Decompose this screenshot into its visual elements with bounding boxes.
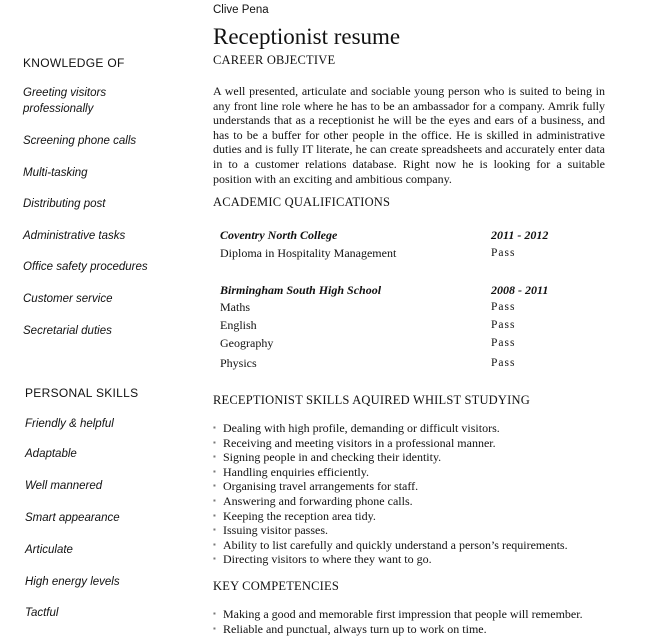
bullet-icon: ▪ — [213, 466, 216, 476]
academic-heading: ACADEMIC QUALIFICATIONS — [213, 195, 391, 209]
bullet-icon: ▪ — [213, 554, 216, 564]
list-item: ▪ Answering and forwarding phone calls. — [213, 493, 413, 508]
college-years: 2011 - 2012 — [491, 228, 549, 242]
knowledge-item: Distributing post — [23, 198, 106, 210]
competencies-list — [213, 607, 583, 636]
qualification-result: Pass — [491, 319, 516, 331]
knowledge-item: Office safety procedures — [23, 261, 148, 273]
qualification-subject: English — [220, 318, 257, 332]
qualification-result: Pass — [491, 301, 516, 313]
page-title: Receptionist resume — [213, 24, 401, 49]
list-item: ▪ Dealing with high profile, demanding or difficult visitors. — [213, 421, 500, 435]
skills-studying-list — [213, 421, 568, 567]
personal-skills-heading: PERSONAL SKILLS — [25, 386, 139, 400]
bullet-icon: ▪ — [213, 423, 216, 432]
career-objective-text: A well presented, articulate and sociable young person who is suited to being in any front line role where he has to be an ambassador for a company. Amrik fully understands that as a receptionist he will be the eyes and ears of a business, and has to be a buffer for other people in the office. He is skilled in administrative duties and is fully IT literate, he can create spreadsheets and accurately enter data in to a customer relations database. Right now he is looking for a suitable position with an exciting and ambitious company. — [213, 84, 605, 186]
list-item: ▪ Handling enquiries efficiently. — [213, 464, 369, 479]
list-item: ▪ Reliable and punctual, always turn up to work on time. — [213, 621, 487, 636]
list-item: ▪ Keeping the reception area tidy. — [213, 508, 376, 523]
knowledge-item-greeting — [23, 85, 106, 117]
bullet-icon: ▪ — [213, 437, 216, 447]
qualification-subject: Maths — [220, 300, 250, 314]
college-name: Coventry North College — [220, 228, 338, 242]
bullet-icon: ▪ — [213, 525, 216, 535]
list-item: ▪ Ability to list carefully and quickly understand a person’s requirements. — [213, 537, 568, 552]
bullet-icon: ▪ — [213, 609, 216, 618]
knowledge-item: Screening phone calls — [23, 135, 137, 147]
bullet-icon: ▪ — [213, 539, 216, 549]
qualification-subject: Geography — [220, 336, 274, 350]
personal-skill-item: Well mannered — [25, 480, 103, 492]
personal-skill-item: Articulate — [25, 544, 73, 556]
qualification-subject: Diploma in Hospitality Management — [220, 246, 397, 260]
bullet-icon: ▪ — [213, 481, 216, 491]
knowledge-item: Secretarial duties — [23, 325, 112, 337]
knowledge-item: Multi-tasking — [23, 167, 88, 179]
personal-skill-item: High energy levels — [25, 576, 120, 588]
personal-skill-item: Friendly & helpful — [25, 418, 114, 430]
list-item: ▪ Issuing visitor passes. — [213, 523, 328, 538]
knowledge-item: Administrative tasks — [23, 230, 126, 242]
bullet-icon: ▪ — [213, 495, 216, 505]
personal-skill-item: Smart appearance — [25, 512, 120, 524]
school-name: Birmingham South High School — [220, 283, 382, 297]
knowledge-item-greeting-line2: professionally — [23, 103, 94, 115]
qualification-result: Pass — [491, 247, 516, 259]
knowledge-heading: KNOWLEDGE OF — [23, 56, 125, 70]
list-item: ▪ Signing people in and checking their identity. — [213, 450, 442, 465]
personal-skill-item: Tactful — [25, 607, 59, 619]
bullet-icon: ▪ — [213, 623, 216, 633]
bullet-icon: ▪ — [213, 510, 216, 520]
qualification-result: Pass — [491, 337, 516, 349]
list-item: ▪ Directing visitors to where they want to go. — [213, 552, 432, 567]
author-name: Clive Pena — [213, 4, 269, 16]
knowledge-item-greeting-line1: Greeting visitors — [23, 87, 107, 99]
qualification-result: Pass — [491, 357, 516, 369]
personal-skill-item: Adaptable — [25, 448, 77, 460]
bullet-icon: ▪ — [213, 452, 216, 462]
school-years: 2008 - 2011 — [491, 283, 549, 297]
competencies-heading: KEY COMPETENCIES — [213, 579, 340, 593]
list-item: ▪ Receiving and meeting visitors in a professional manner. — [213, 435, 496, 450]
skills-studying-heading: RECEPTIONIST SKILLS AQUIRED WHILST STUDYING — [213, 393, 530, 407]
list-item: ▪ Organising travel arrangements for staff. — [213, 479, 419, 494]
knowledge-item: Customer service — [23, 293, 113, 305]
qualification-subject: Physics — [220, 356, 257, 370]
career-objective-heading: CAREER OBJECTIVE — [213, 53, 336, 67]
list-item: ▪ Making a good and memorable first impression that people will remember. — [213, 607, 583, 621]
